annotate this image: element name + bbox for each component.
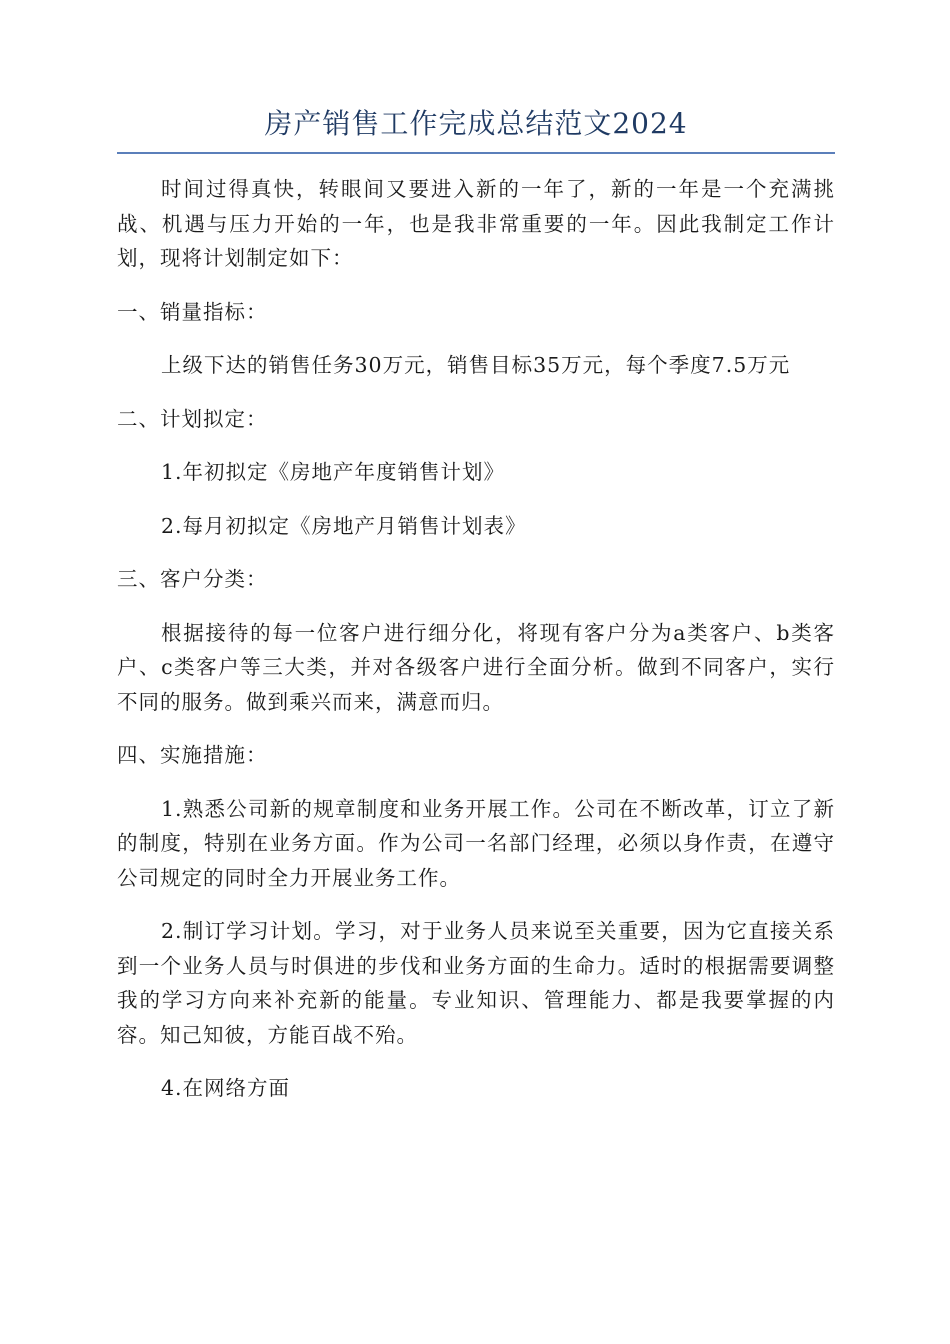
- intro-paragraph: 时间过得真快，转眼间又要进入新的一年了，新的一年是一个充满挑战、机遇与压力开始的一年，也是我非常重要的一年。因此我制定工作计划，现将计划制定如下：: [117, 177, 835, 270]
- document-title: 房产销售工作完成总结范文2024: [264, 107, 688, 140]
- sales-target-paragraph: 上级下达的销售任务30万元，销售目标35万元，每个季度7.5万元: [161, 353, 791, 377]
- title-underline: [117, 152, 835, 154]
- document-body: [117, 172, 835, 1106]
- plan-item-1: 1.年初拟定《房地产年度销售计划》: [161, 460, 506, 484]
- document-page: [117, 100, 835, 1106]
- measure-item-4: 4.在网络方面: [161, 1076, 291, 1100]
- measure-item-1: 1.熟悉公司新的规章制度和业务开展工作。公司在不断改革，订立了新的制度，特别在业务方面。作为公司一名部门经理，必须以身作责，在遵守公司规定的同时全力开展业务工作。: [117, 796, 835, 890]
- plan-item-2: 2.每月初拟定《房地产月销售计划表》: [161, 513, 527, 538]
- section-heading-measures: 四、实施措施：: [117, 743, 268, 767]
- section-heading-customers: 三、客户分类：: [117, 567, 268, 591]
- section-heading-sales-target: 一、销量指标：: [117, 299, 268, 324]
- measure-item-2: 2.制订学习计划。学习，对于业务人员来说至关重要，因为它直接关系到一个业务人员与时俱进的步伐和业务方面的生命力。适时的根据需要调整我的学习方向来补充新的能量。专业知识、管理能力、都是我要掌握的内容。知己知彼，方能百战不殆。: [117, 919, 835, 1047]
- section-heading-plan: 二、计划拟定：: [117, 406, 268, 431]
- customer-classification-paragraph: 根据接待的每一位客户进行细分化，将现有客户分为a类客户、b类客户、c类客户等三大类，并对各级客户进行全面分析。做到不同客户，实行不同的服务。做到乘兴而来，满意而归。: [117, 620, 835, 714]
